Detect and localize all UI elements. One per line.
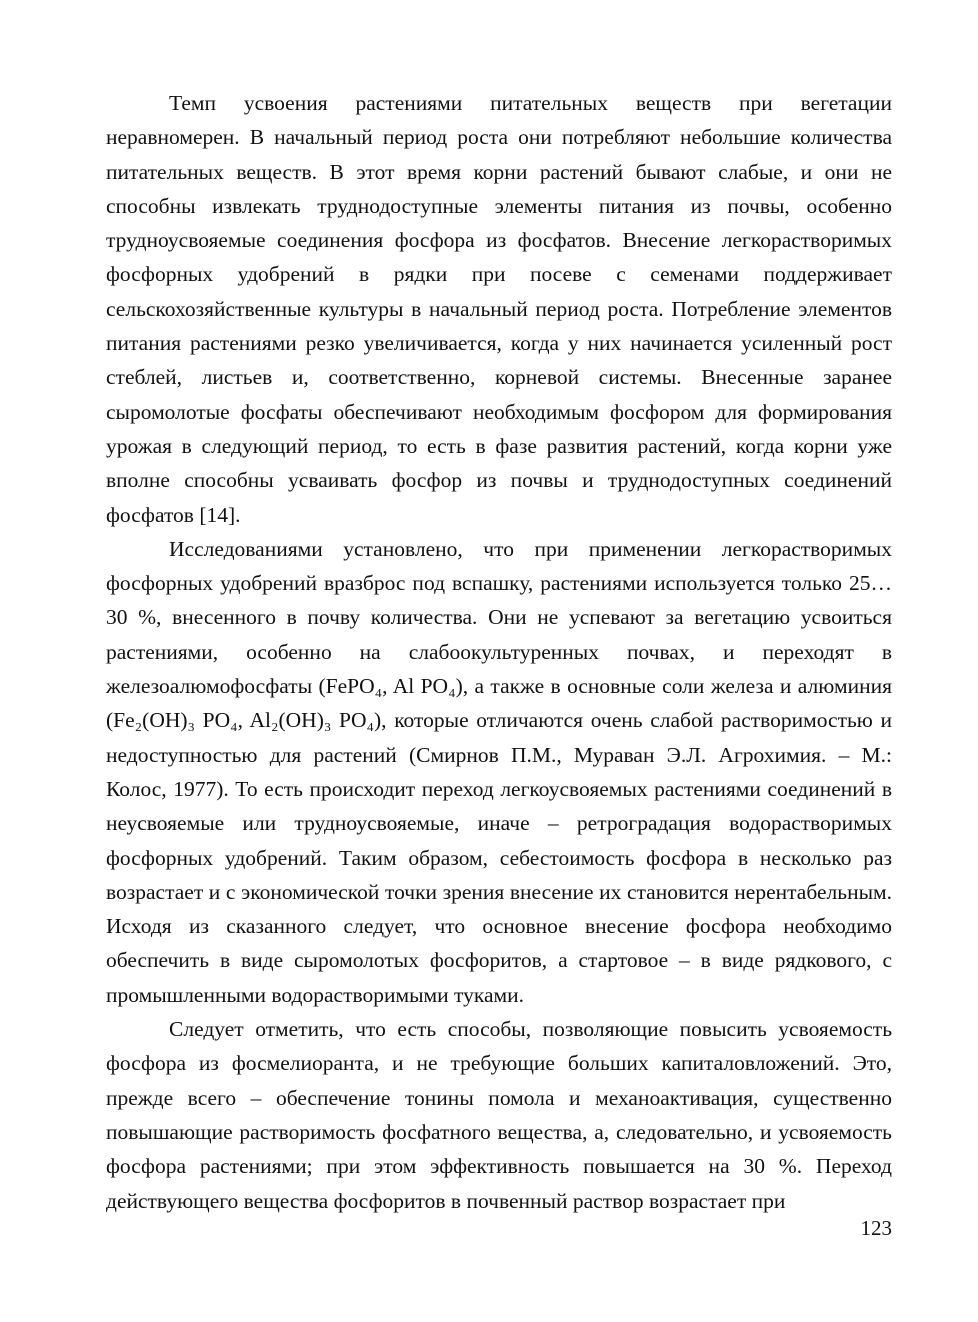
page-number: 123 bbox=[860, 1216, 892, 1240]
paragraph-1: Темп усвоения растениями питательных веществ при вегетации неравномерен. В начальный период роста они потребляют небольшие количества питательных веществ. В этот время корни растений бывают слабые, и они не способны извлекать труднодоступные элементы питания из почвы, особенно трудноусвояемые соединения фосфора из фосфатов. Внесение легкорастворимых фосфорных удобрений в рядки при посеве с семенами поддерживает сельскохозяйственные культуры в начальный период роста. Потребление элементов питания растениями резко увеличивается, когда у них начинается усиленный рост стеблей, листьев и, соответственно, корневой системы. Внесенные заранее сыромолотые фосфаты обеспечивают необходимым фосфором для формирования урожая в следующий период, то есть в фазе развития растений, когда корни уже вполне способны усваивать фосфор из почвы и труднодоступных соединений фосфатов [14]. bbox=[106, 91, 892, 527]
body-text bbox=[106, 86, 892, 1218]
paragraph-3: Следует отметить, что есть способы, позволяющие повысить усвояемость фосфора из фосмелиоранта, и не требующие больших капиталовложений. Это, прежде всего – обеспечение тонины помола и механоактивация, существенно повышающие растворимость фосфатного вещества, а, следовательно, и усвояемость фосфора растениями; при этом эффективность повышается на 30 %. Переход действующего вещества фосфоритов в почвенный раствор возрастает при bbox=[106, 1017, 892, 1213]
paragraph-2: Исследованиями установлено, что при применении легкорастворимых фосфорных удобрений вразброс под вспашку, растениями используется только 25…30 %, внесенного в почву количества. Они не успевают за вегетацию усвоиться растениями, особенно на слабоокультуренных почвах, и переходят в железоалюмофосфаты (FePO₄, Al PO₄), а также в основные соли железа и алюминия (Fe₂(OH)₃ PO₄, Al₂(OH)₃ PO₄), которые отличаются очень слабой растворимостью и недоступностью для растений (Смирнов П.М., Мураван Э.Л. Агрохимия. – М.: Колос, 1977). То есть происходит переход легкоусвояемых растениями соединений в неусвояемые или трудноусвояемые, иначе – ретроградация водорастворимых фосфорных удобрений. Таким образом, себестоимость фосфора в несколько раз возрастает и с экономической точки зрения внесение их становится нерентабельным. Исходя из сказанного следует, что основное внесение фосфора необходимо обеспечить в виде сыромолотых фосфоритов, а стартовое – в виде рядкового, с промышленными водорастворимыми туками. bbox=[106, 536, 892, 1007]
